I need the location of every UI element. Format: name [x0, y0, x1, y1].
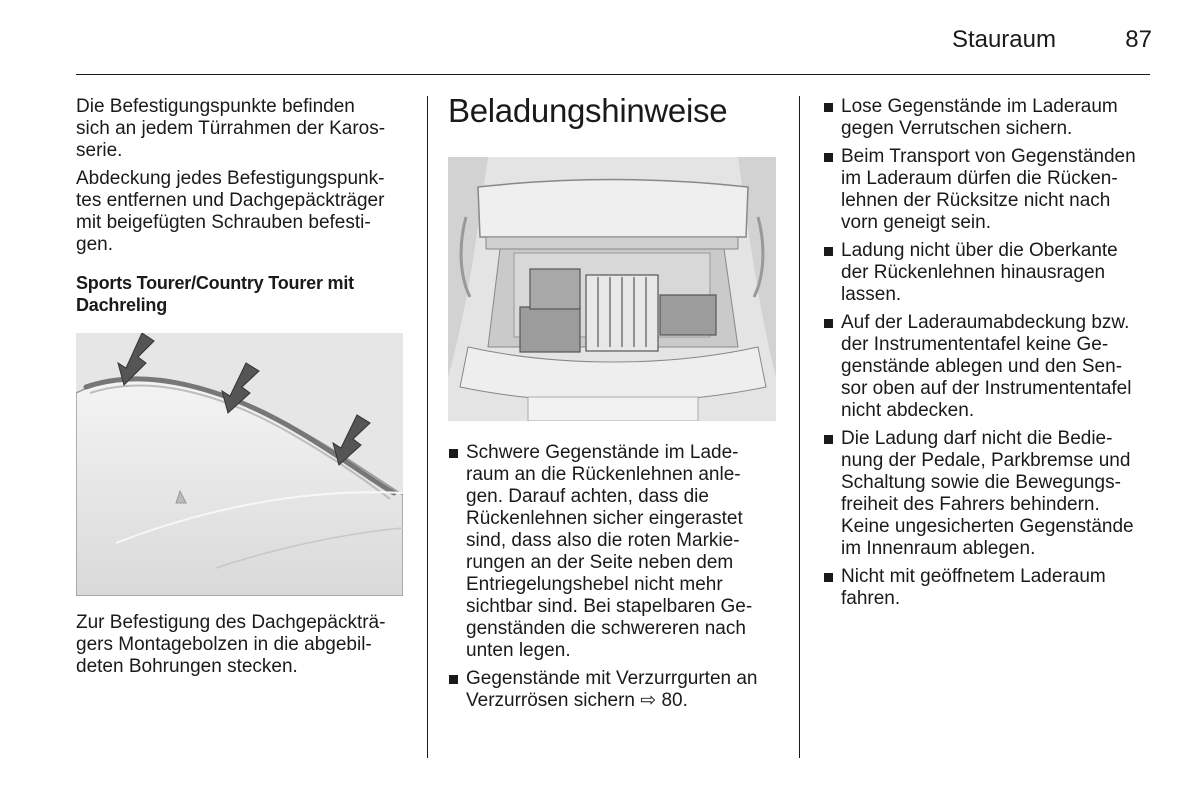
right-bullet-list [823, 96, 1163, 610]
left-column-bottom [76, 612, 411, 678]
list-item: Ladung nicht über die Oberkante der Rückenlehnen hinausragen lassen. [823, 240, 1163, 306]
middle-column-body [448, 442, 783, 712]
section-heading: Beladungshinweise [448, 92, 728, 129]
paragraph-mounting-bolts: Zur Befestigung des Dachgepäckträ- gers Montagebolzen in die abgebil- deten Bohrungen stecken. [76, 612, 386, 677]
list-item: Schwere Gegenstände im Lade- raum an die Rückenlehnen anle- gen. Darauf achten, dass die Rückenlehnen sicher eingerastet sind, dass also die roten Markie- rungen an der Seite neben dem Entriegelungshebel nicht mehr sichtbar sind. Bei stapelbaren Ge- genständen die schwereren nach unten legen. [448, 442, 783, 662]
roof-rail-illustration-icon [76, 333, 403, 596]
column-divider-right [799, 96, 800, 758]
left-column [76, 96, 411, 316]
list-item: Gegenstände mit Verzurrgurten an Verzurrösen sichern ⇨ 80. [448, 668, 783, 712]
paragraph-fastening-points: Die Befestigungspunkte befinden sich an jedem Türrahmen der Karos- serie. [76, 96, 386, 161]
list-item: Auf der Laderaumabdeckung bzw. der Instrumententafel keine Ge- genstände ablegen und den Sen- sor oben auf der Instrumententafel nicht abdecken. [823, 312, 1163, 422]
middle-column-heading-wrap [448, 92, 778, 130]
list-item: Nicht mit geöffnetem Laderaum fahren. [823, 566, 1163, 610]
cargo-area-figure [448, 157, 776, 421]
header-divider [76, 74, 1150, 75]
cargo-area-illustration-icon [448, 157, 776, 421]
list-item: Die Ladung darf nicht die Bedie- nung der Pedale, Parkbremse und Schaltung sowie die Bewegungs- freiheit des Fahrers behindern. Keine ungesicherten Gegenstände im Innenraum ablegen. [823, 428, 1163, 560]
subheading-sports-tourer: Sports Tourer/Country Tourer mit Dachreling [76, 273, 354, 315]
roof-rail-figure [76, 333, 403, 596]
middle-bullet-list [448, 442, 783, 712]
page-number: 87 [1125, 26, 1152, 53]
paragraph-cover-removal: Abdeckung jedes Befestigungspunk- tes entfernen und Dachgepäckträger mit beigefügten Schrauben befesti- gen. [76, 168, 385, 255]
column-divider-left [427, 96, 428, 758]
right-column [823, 96, 1163, 610]
list-item: Beim Transport von Gegenständen im Laderaum dürfen die Rücken- lehnen der Rücksitze nicht nach vorn geneigt sein. [823, 146, 1163, 234]
page-header-title: Stauraum [951, 26, 1056, 53]
list-item: Lose Gegenstände im Laderaum gegen Verrutschen sichern. [823, 96, 1163, 140]
